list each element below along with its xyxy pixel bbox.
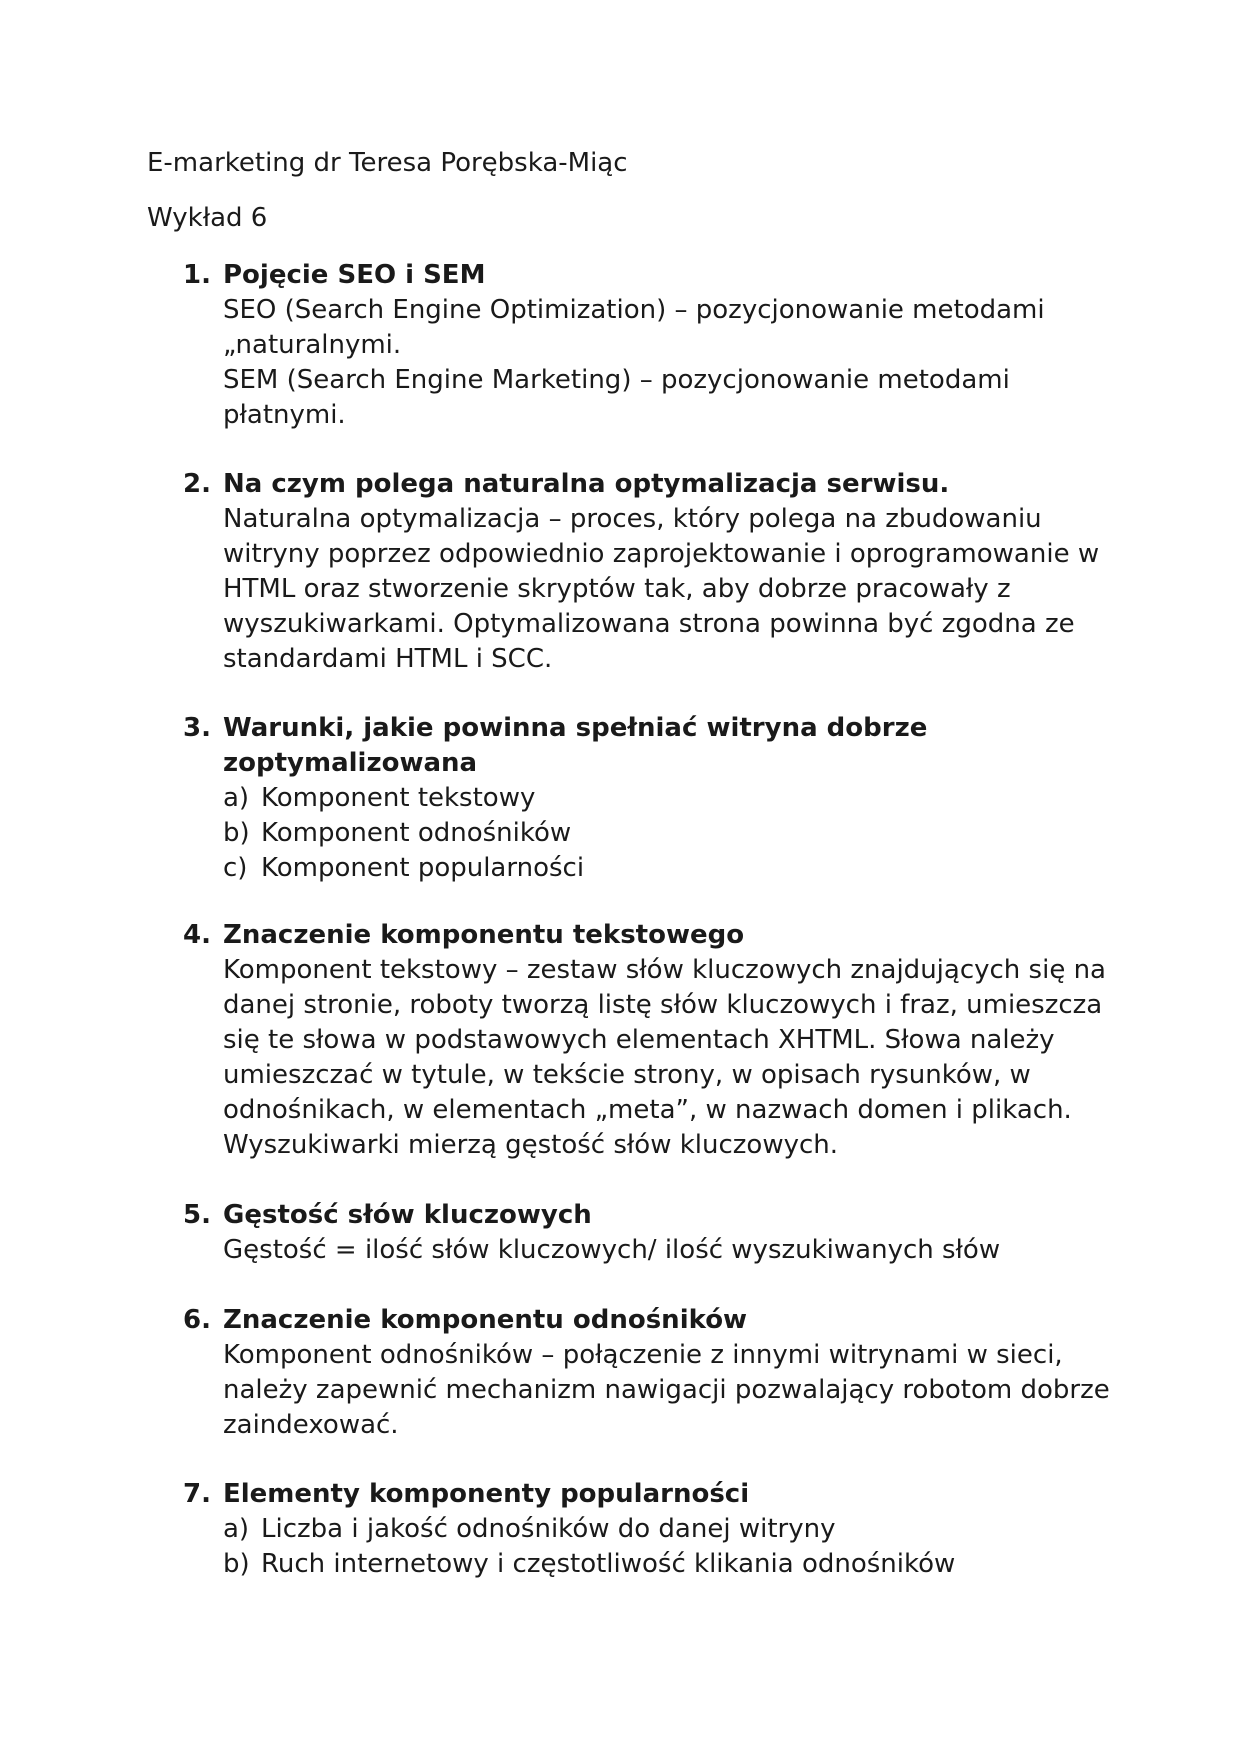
section-popularity-component	[183, 1477, 1193, 1582]
list-item	[223, 851, 1193, 886]
section-number: 2.	[183, 469, 211, 499]
section-heading: Gęstość słów kluczowych	[223, 1200, 592, 1230]
list-item	[223, 1547, 1193, 1582]
section-heading: Warunki, jakie powinna spełniać witryna dobrze	[223, 713, 928, 743]
section-heading: Pojęcie SEO i SEM	[223, 260, 486, 290]
section-text-line: Naturalna optymalizacja – proces, który polega na zbudowaniu	[223, 504, 1042, 534]
section-text-line: należy zapewnić mechanizm nawigacji pozwalający robotom dobrze	[223, 1375, 1110, 1405]
section-text-line: danej stronie, roboty tworzą listę słów kluczowych i fraz, umieszcza	[223, 990, 1103, 1020]
section-links-component	[183, 1303, 1193, 1443]
section-text-line: odnośnikach, w elementach „meta”, w nazwach domen i plikach.	[223, 1095, 1072, 1125]
section-heading: Znaczenie komponentu tekstowego	[223, 920, 745, 950]
list-item	[223, 1512, 1193, 1547]
lecture-number: Wykład 6	[147, 203, 268, 233]
section-text-line: płatnymi.	[223, 400, 346, 430]
section-number: 4.	[183, 920, 211, 950]
section-text-line: SEM (Search Engine Marketing) – pozycjonowanie metodami	[223, 365, 1010, 395]
section-text-line: Gęstość = ilość słów kluczowych/ ilość wyszukiwanych słów	[223, 1235, 1001, 1265]
list-item-letter: c)	[223, 853, 248, 883]
list-item-text: Ruch internetowy i częstotliwość klikania odnośników	[261, 1549, 956, 1579]
document-title: E-marketing dr Teresa Porębska-Miąc	[147, 148, 628, 178]
section-heading: Znaczenie komponentu odnośników	[223, 1305, 748, 1335]
section-text-line: się te słowa w podstawowych elementach XHTML. Słowa należy	[223, 1025, 1055, 1055]
section-text-line: HTML oraz stworzenie skryptów tak, aby dobrze pracowały z	[223, 574, 1011, 604]
section-heading-continued: zoptymalizowana	[223, 748, 478, 778]
section-number: 6.	[183, 1305, 211, 1335]
section-site-conditions	[183, 711, 1193, 886]
section-text-line: witryny poprzez odpowiednio zaprojektowanie i oprogramowanie w	[223, 539, 1100, 569]
list-item-text: Komponent odnośników	[261, 818, 572, 848]
section-keyword-density	[183, 1198, 1193, 1268]
list-item-text: Komponent popularności	[261, 853, 585, 883]
list-item-letter: a)	[223, 1514, 250, 1544]
section-number: 7.	[183, 1479, 211, 1509]
section-number: 1.	[183, 260, 211, 290]
section-text-line: standardami HTML i SCC.	[223, 644, 553, 674]
section-number: 5.	[183, 1200, 211, 1230]
section-text-line: SEO (Search Engine Optimization) – pozycjonowanie metodami	[223, 295, 1045, 325]
list-item-letter: b)	[223, 818, 250, 848]
section-text-line: Komponent tekstowy – zestaw słów kluczowych znajdujących się na	[223, 955, 1106, 985]
section-heading: Na czym polega naturalna optymalizacja serwisu.	[223, 469, 950, 499]
section-text-component	[183, 918, 1193, 1163]
list-item-letter: b)	[223, 1549, 250, 1579]
section-heading: Elementy komponenty popularności	[223, 1479, 750, 1509]
section-text-line: zaindexować.	[223, 1410, 399, 1440]
section-number: 3.	[183, 713, 211, 743]
list-item	[223, 781, 1193, 816]
list-item	[223, 816, 1193, 851]
list-item-letter: a)	[223, 783, 250, 813]
section-text-line: wyszukiwarkami. Optymalizowana strona powinna być zgodna ze	[223, 609, 1075, 639]
section-text-line: Wyszukiwarki mierzą gęstość słów kluczowych.	[223, 1130, 839, 1160]
section-text-line: umieszczać w tytule, w tekście strony, w opisach rysunków, w	[223, 1060, 1031, 1090]
section-text-line: Komponent odnośników – połączenie z innymi witrynami w sieci,	[223, 1340, 1063, 1370]
section-text-line: „naturalnymi.	[223, 330, 402, 360]
list-item-text: Liczba i jakość odnośników do danej witryny	[261, 1514, 836, 1544]
section-natural-optimization	[183, 467, 1193, 677]
list-item-text: Komponent tekstowy	[261, 783, 536, 813]
section-seo-sem	[183, 258, 1193, 433]
